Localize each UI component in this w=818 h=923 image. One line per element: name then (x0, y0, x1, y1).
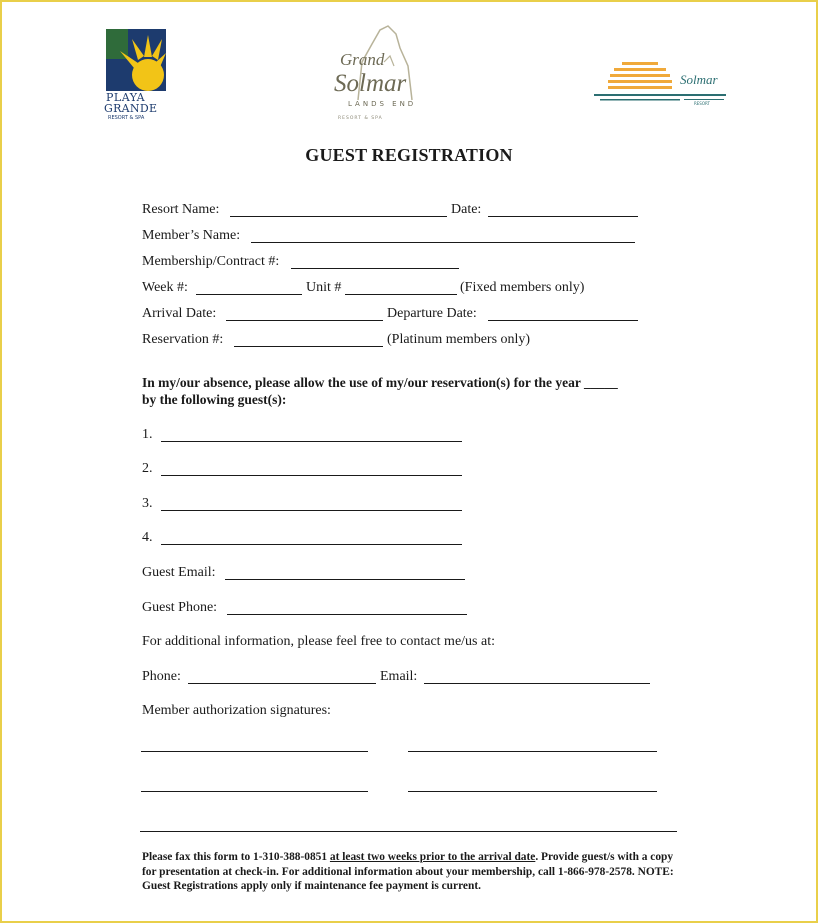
guest-field-4[interactable] (161, 544, 462, 545)
signature-line-4[interactable] (408, 791, 657, 792)
membership-contract-label: Membership/Contract #: (142, 254, 280, 269)
solmar-right-sub: RESORT (694, 101, 710, 106)
footer-note-underlined: at least two weeks prior to the arrival date (329, 851, 536, 863)
departure-date-label: Departure Date: (387, 306, 477, 321)
contact-intro: For additional information, please feel free to contact me/us at: (142, 634, 495, 649)
arrival-date-label: Arrival Date: (142, 306, 217, 321)
signature-line-2[interactable] (408, 751, 657, 752)
departure-date-field[interactable] (488, 320, 638, 321)
absence-line-1: In my/our absence, please allow the use of my/our reservation(s) for the year _____ (142, 375, 618, 390)
guest-phone-label: Guest Phone: (142, 600, 218, 615)
contact-phone-label: Phone: (142, 669, 181, 684)
reservation-field[interactable] (234, 346, 383, 347)
playa-logo-line2: GRANDE (104, 102, 158, 115)
solmar-right-text: Solmar (680, 72, 718, 87)
playa-logo-line1: PLAYA (106, 91, 146, 104)
resort-name-field[interactable] (230, 216, 447, 217)
membership-contract-field[interactable] (291, 268, 459, 269)
grand-solmar-logo (328, 22, 428, 126)
playa-logo-tagline: RESORT & SPA (108, 115, 145, 121)
date-field[interactable] (488, 216, 638, 217)
platinum-members-note: (Platinum members only) (387, 332, 531, 347)
footer-note-part2: . Provide guest/s with a copy for presentation at check-in. For additional information about your membership, call 1-866-978-2578. NOTE: Guest Registrations apply only if maintenance fee payment is current. (142, 851, 674, 892)
week-label: Week #: (142, 280, 188, 295)
guest-number-1: 1. (142, 427, 153, 442)
signature-line-1[interactable] (141, 751, 368, 752)
contact-email-label: Email: (380, 669, 418, 684)
page-title: GUEST REGISTRATION (305, 145, 513, 165)
solmar-script-solmar: Solmar (334, 70, 407, 97)
week-field[interactable] (196, 294, 302, 295)
solmar-sub-resort: RESORT & SPA (338, 116, 383, 121)
guest-field-1[interactable] (161, 441, 462, 442)
contact-phone-field[interactable] (188, 683, 376, 684)
unit-label: Unit # (306, 280, 342, 295)
footer-note (142, 850, 682, 894)
resort-name-label: Resort Name: (142, 202, 220, 217)
contact-email-field[interactable] (424, 683, 650, 684)
members-name-field[interactable] (251, 242, 635, 243)
guest-field-3[interactable] (161, 510, 462, 511)
guest-number-4: 4. (142, 530, 153, 545)
unit-field[interactable] (345, 294, 457, 295)
absence-line-2: by the following guest(s): (142, 392, 287, 407)
arrival-date-field[interactable] (226, 320, 383, 321)
members-name-label: Member’s Name: (142, 228, 241, 243)
guest-email-label: Guest Email: (142, 565, 216, 580)
guest-email-field[interactable] (225, 579, 465, 580)
reservation-label: Reservation #: (142, 332, 224, 347)
solmar-logo (594, 56, 726, 108)
guest-phone-field[interactable] (227, 614, 467, 615)
sunburst-icon (104, 27, 170, 93)
signature-line-3[interactable] (141, 791, 368, 792)
solmar-script-grand: Grand (340, 50, 385, 69)
date-label: Date: (451, 202, 482, 217)
footer-note-part1: Please fax this form to 1-310-388-0851 (142, 851, 330, 863)
footer-divider (140, 831, 677, 832)
guest-number-2: 2. (142, 461, 153, 476)
guest-field-2[interactable] (161, 475, 462, 476)
fixed-members-note: (Fixed members only) (460, 280, 585, 295)
guest-number-3: 3. (142, 496, 153, 511)
signatures-label: Member authorization signatures: (142, 703, 331, 718)
playa-grande-logo (104, 27, 170, 122)
solmar-sub-lands-end: LANDS END (348, 100, 417, 108)
